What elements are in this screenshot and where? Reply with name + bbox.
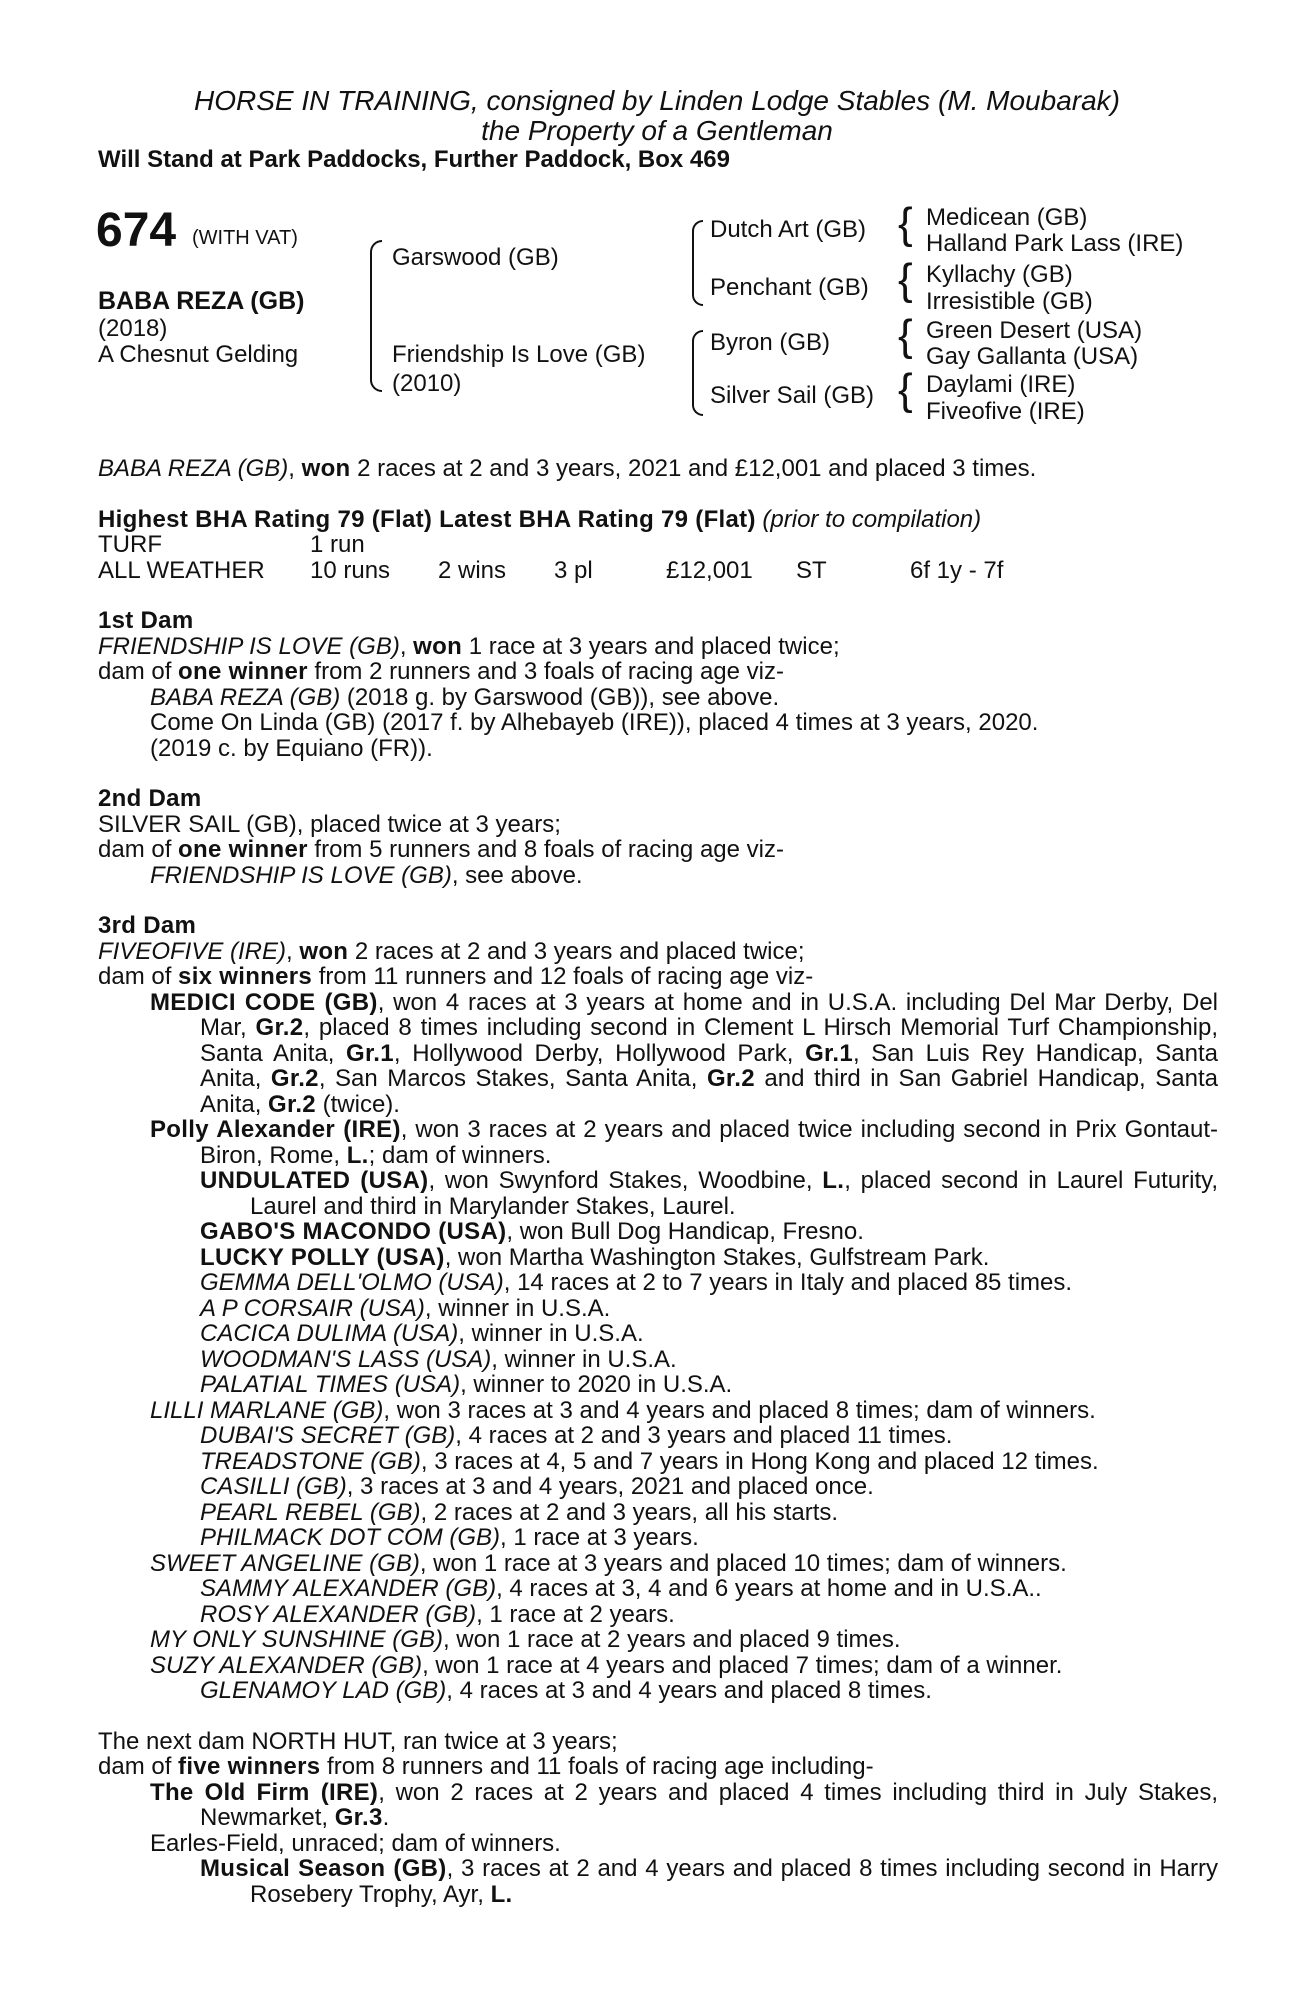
dam-bracket xyxy=(692,330,703,416)
location-line: Will Stand at Park Paddocks, Further Paddock, Box 469 xyxy=(98,146,730,173)
produce-entry: SWEET ANGELINE (GB), won 1 race at 3 years and placed 10 times; dam of winners. xyxy=(150,1549,1067,1577)
produce-entry: PEARL REBEL (GB), 2 races at 2 and 3 years, all his starts. xyxy=(200,1498,839,1526)
produce-entry: PALATIAL TIMES (USA), winner to 2020 in U.S.A. xyxy=(200,1371,733,1398)
pedigree-bracket xyxy=(370,240,382,392)
produce-entry: DUBAI'S SECRET (GB), 4 races at 2 and 3 years and placed 11 times. xyxy=(200,1422,953,1449)
sire: Garswood (GB) xyxy=(392,244,559,271)
produce-entry: The Old Firm (IRE), won 2 races at 2 years and placed 4 times including third in July Stakes, Newmarket, Gr.3. xyxy=(150,1778,1218,1831)
produce-entry: MY ONLY SUNSHINE (GB), won 1 race at 2 years and placed 9 times. xyxy=(150,1626,901,1653)
dam-dam-dam: Fiveofive (IRE) xyxy=(926,398,1085,425)
produce-entry: ROSY ALEXANDER (GB), 1 race at 2 years. xyxy=(200,1600,675,1628)
race-summary: BABA REZA (GB), won 2 races at 2 and 3 years, 2021 and £12,001 and placed 3 times. xyxy=(98,455,1037,482)
dam-dam-sire: Daylami (IRE) xyxy=(926,371,1076,398)
first-dam-line: FRIENDSHIP IS LOVE (GB), won 1 race at 3 years and placed twice; xyxy=(98,632,840,660)
produce-entry: Musical Season (GB), 3 races at 2 and 4 years and placed 8 times including second in Harry Rosebery Trophy, Ayr, L. xyxy=(200,1855,1218,1908)
sire-bracket xyxy=(692,220,703,306)
sire-dam-sire: Kyllachy (GB) xyxy=(926,261,1073,288)
vat-note: (WITH VAT) xyxy=(192,227,298,249)
dam-sire-dam: Gay Gallanta (USA) xyxy=(926,343,1139,370)
produce-entry: Polly Alexander (IRE), won 3 races at 2 years and placed twice including second in Prix Gontaut-Biron, Rome, L.; dam of winners. xyxy=(150,1116,1218,1169)
rating-line: Highest BHA Rating 79 (Flat) Latest BHA Rating 79 (Flat) (prior to compilation) xyxy=(98,505,982,533)
second-dam-heading: 2nd Dam xyxy=(98,785,202,812)
next-dam-line: The next dam NORTH HUT, ran twice at 3 years; xyxy=(98,1727,618,1755)
sire-dam-dam: Irresistible (GB) xyxy=(926,288,1093,315)
next-dam-produce: dam of five winners from 8 runners and 11 foals of racing age including- xyxy=(98,1753,874,1780)
dam-dam: Silver Sail (GB) xyxy=(710,382,875,409)
third-dam-heading: 3rd Dam xyxy=(98,912,197,939)
dam: Friendship Is Love (GB) xyxy=(392,341,646,368)
first-dam-produce: dam of one winner from 2 runners and 3 foals of racing age viz- xyxy=(98,658,784,685)
produce-entry: WOODMAN'S LASS (USA), winner in U.S.A. xyxy=(200,1345,677,1373)
horse-name: BABA REZA (GB) xyxy=(98,287,305,315)
lot-number: 674 xyxy=(96,204,177,257)
produce-entry: A P CORSAIR (USA), winner in U.S.A. xyxy=(200,1294,611,1322)
produce-entry: CACICA DULIMA (USA), winner in U.S.A. xyxy=(200,1320,644,1347)
produce-entry: BABA REZA (GB) (2018 g. by Garswood (GB)), see above. xyxy=(150,683,780,711)
third-dam-line: FIVEOFIVE (IRE), won 2 races at 2 and 3 years and placed twice; xyxy=(98,937,805,965)
produce-entry: GLENAMOY LAD (GB), 4 races at 3 and 4 years and placed 8 times. xyxy=(200,1677,932,1704)
dam-year: (2010) xyxy=(392,370,462,397)
record-all-weather: ALL WEATHER 10 runs 2 wins 3 pl £12,001 ST 6f 1y - 7f xyxy=(98,556,1004,584)
produce-entry: SAMMY ALEXANDER (GB), 4 races at 3, 4 and 6 years at home and in U.S.A.. xyxy=(200,1575,1042,1602)
horse-description: A Chesnut Gelding xyxy=(98,341,299,368)
produce-entry: GEMMA DELL'OLMO (USA), 14 races at 2 to 7 years in Italy and placed 85 times. xyxy=(200,1269,1073,1296)
brace-icon: { xyxy=(898,365,913,414)
second-dam-line: SILVER SAIL (GB), placed twice at 3 years; xyxy=(98,810,561,838)
catalogue-body xyxy=(98,456,1218,1907)
record-turf: TURF 1 run xyxy=(98,531,365,558)
produce-entry: LILLI MARLANE (GB), won 3 races at 3 and 4 years and placed 8 times; dam of winners. xyxy=(150,1396,1096,1424)
foaling-year: (2018) xyxy=(98,315,168,342)
produce-entry: Come On Linda (GB) (2017 f. by Alhebayeb (IRE)), placed 4 times at 3 years, 2020. xyxy=(150,709,1039,736)
second-dam-produce: dam of one winner from 5 runners and 8 foals of racing age viz- xyxy=(98,836,784,863)
brace-icon: { xyxy=(898,199,913,248)
sire-sire-sire: Medicean (GB) xyxy=(926,204,1088,231)
brace-icon: { xyxy=(898,255,913,304)
produce-entry: TREADSTONE (GB), 3 races at 4, 5 and 7 years in Hong Kong and placed 12 times. xyxy=(200,1447,1099,1475)
produce-entry: FRIENDSHIP IS LOVE (GB), see above. xyxy=(150,861,583,889)
sire-dam: Penchant (GB) xyxy=(710,274,869,301)
produce-entry: MEDICI CODE (GB), won 4 races at 3 years at home and in U.S.A. including Del Mar Derby, Del Mar, Gr.2, placed 8 times including second in Clement L Hirsch Memorial Turf Championship, Santa Anita, Gr.1, Hollywood Derby, Hollywood Park, Gr.1, San Luis Rey Handicap, Santa Anita, Gr.2, San Marcos Stakes, Santa Anita, Gr.2 and third in San Gabriel Handicap, Santa Anita, Gr.2 (twice). xyxy=(150,988,1219,1118)
produce-entry: (2019 c. by Equiano (FR)). xyxy=(150,734,433,762)
sire-sire-dam: Halland Park Lass (IRE) xyxy=(926,230,1184,257)
consignment-line: HORSE IN TRAINING, consigned by Linden Lodge Stables (M. Moubarak) xyxy=(194,85,1120,116)
produce-entry: SUZY ALEXANDER (GB), won 1 race at 4 years and placed 7 times; dam of a winner. xyxy=(150,1651,1063,1679)
dam-sire: Byron (GB) xyxy=(710,329,831,356)
property-line: the Property of a Gentleman xyxy=(481,115,833,146)
produce-entry: LUCKY POLLY (USA), won Martha Washington Stakes, Gulfstream Park. xyxy=(200,1243,990,1271)
produce-entry: CASILLI (GB), 3 races at 3 and 4 years, 2021 and placed once. xyxy=(200,1473,874,1500)
produce-entry: UNDULATED (USA), won Swynford Stakes, Woodbine, L., placed second in Laurel Futurity, Laurel and third in Marylander Stakes, Laurel. xyxy=(200,1167,1219,1220)
produce-entry: PHILMACK DOT COM (GB), 1 race at 3 years. xyxy=(200,1524,699,1551)
brace-icon: { xyxy=(898,311,913,360)
dam-sire-sire: Green Desert (USA) xyxy=(926,317,1143,344)
first-dam-heading: 1st Dam xyxy=(98,607,194,634)
sire-sire: Dutch Art (GB) xyxy=(710,216,867,243)
third-dam-produce: dam of six winners from 11 runners and 12 foals of racing age viz- xyxy=(98,963,814,990)
produce-entry: Earles-Field, unraced; dam of winners. xyxy=(150,1829,561,1857)
produce-entry: GABO'S MACONDO (USA), won Bull Dog Handicap, Fresno. xyxy=(200,1218,864,1245)
